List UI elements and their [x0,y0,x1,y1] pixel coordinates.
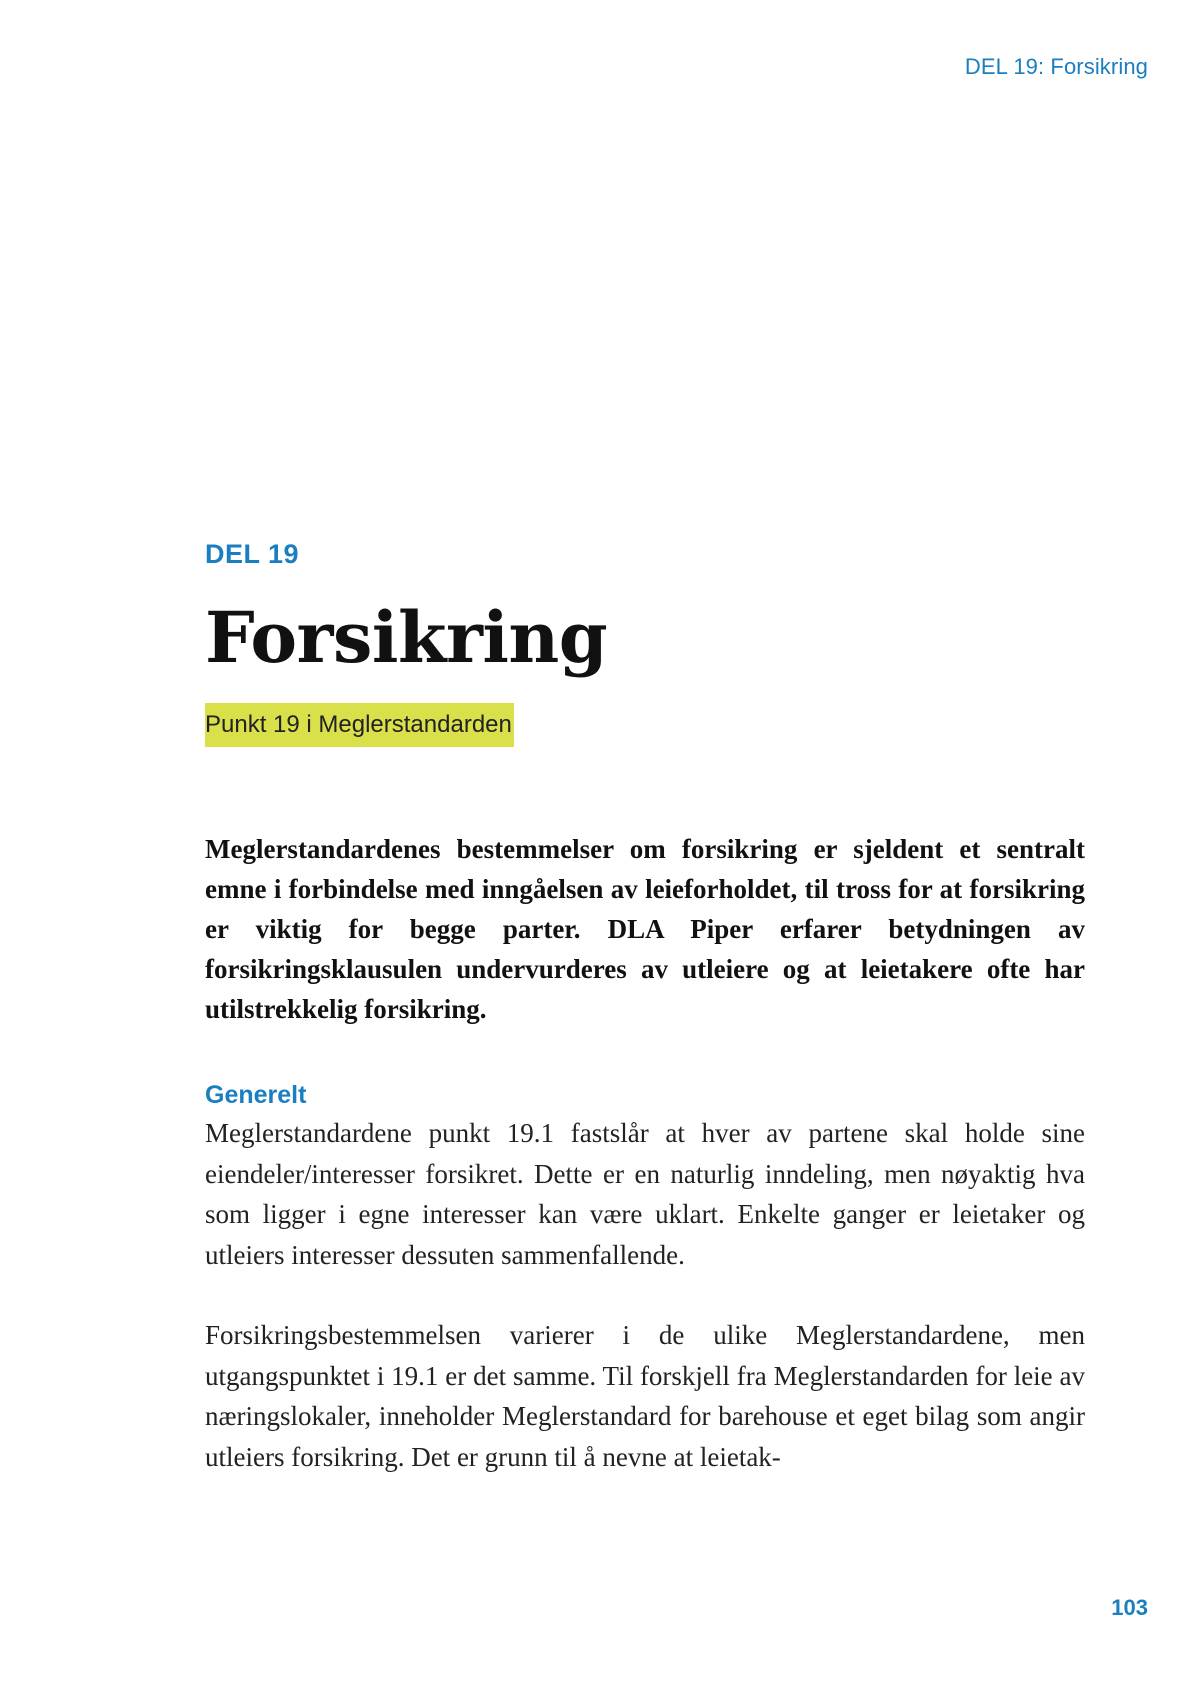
chapter-subtitle-highlight: Punkt 19 i Meglerstandarden [205,703,514,747]
page-number: 103 [1111,1595,1148,1620]
part-label: DEL 19 [205,539,300,569]
body-paragraph: Forsikringsbestemmelsen varierer i de ulike Meglerstandardene, men utgangspunktet i 19.1 er det samme. Til forskjell fra Meglerstandarden for leie av næringslokaler, inneholder Meglerstandard for barehouse et eget bilag som angir utleiers forsikring. Det er grunn til å nevne at leietak- [205,1320,1085,1472]
section-heading: Generelt [205,1081,307,1109]
subtitle-wrapper [205,703,1085,749]
chapter-content [205,535,1085,1477]
lead-paragraph: Meglerstandardenes bestemmelser om forsikring er sjeldent et sentralt emne i forbindelse med inngåelsen av leieforholdet, til tross for at forsikring er viktig for begge parter. DLA Piper erfarer betydningen av forsikringsklausulen undervurderes av utleiere og at leietakere ofte har utilstrekkelig forsikring. [205,834,1085,1024]
running-header: DEL 19: Forsikring [964,54,1148,79]
body-paragraph: Meglerstandardene punkt 19.1 fastslår at hver av partene skal holde sine eiendeler/interesser forsikret. Dette er en naturlig inndeling, men nøyaktig hva som ligger i egne interesser kan være uklart. Enkelte ganger er leietaker og utleiers interesser dessuten sammenfallende. [205,1118,1085,1270]
chapter-title: Forsikring [205,596,608,679]
